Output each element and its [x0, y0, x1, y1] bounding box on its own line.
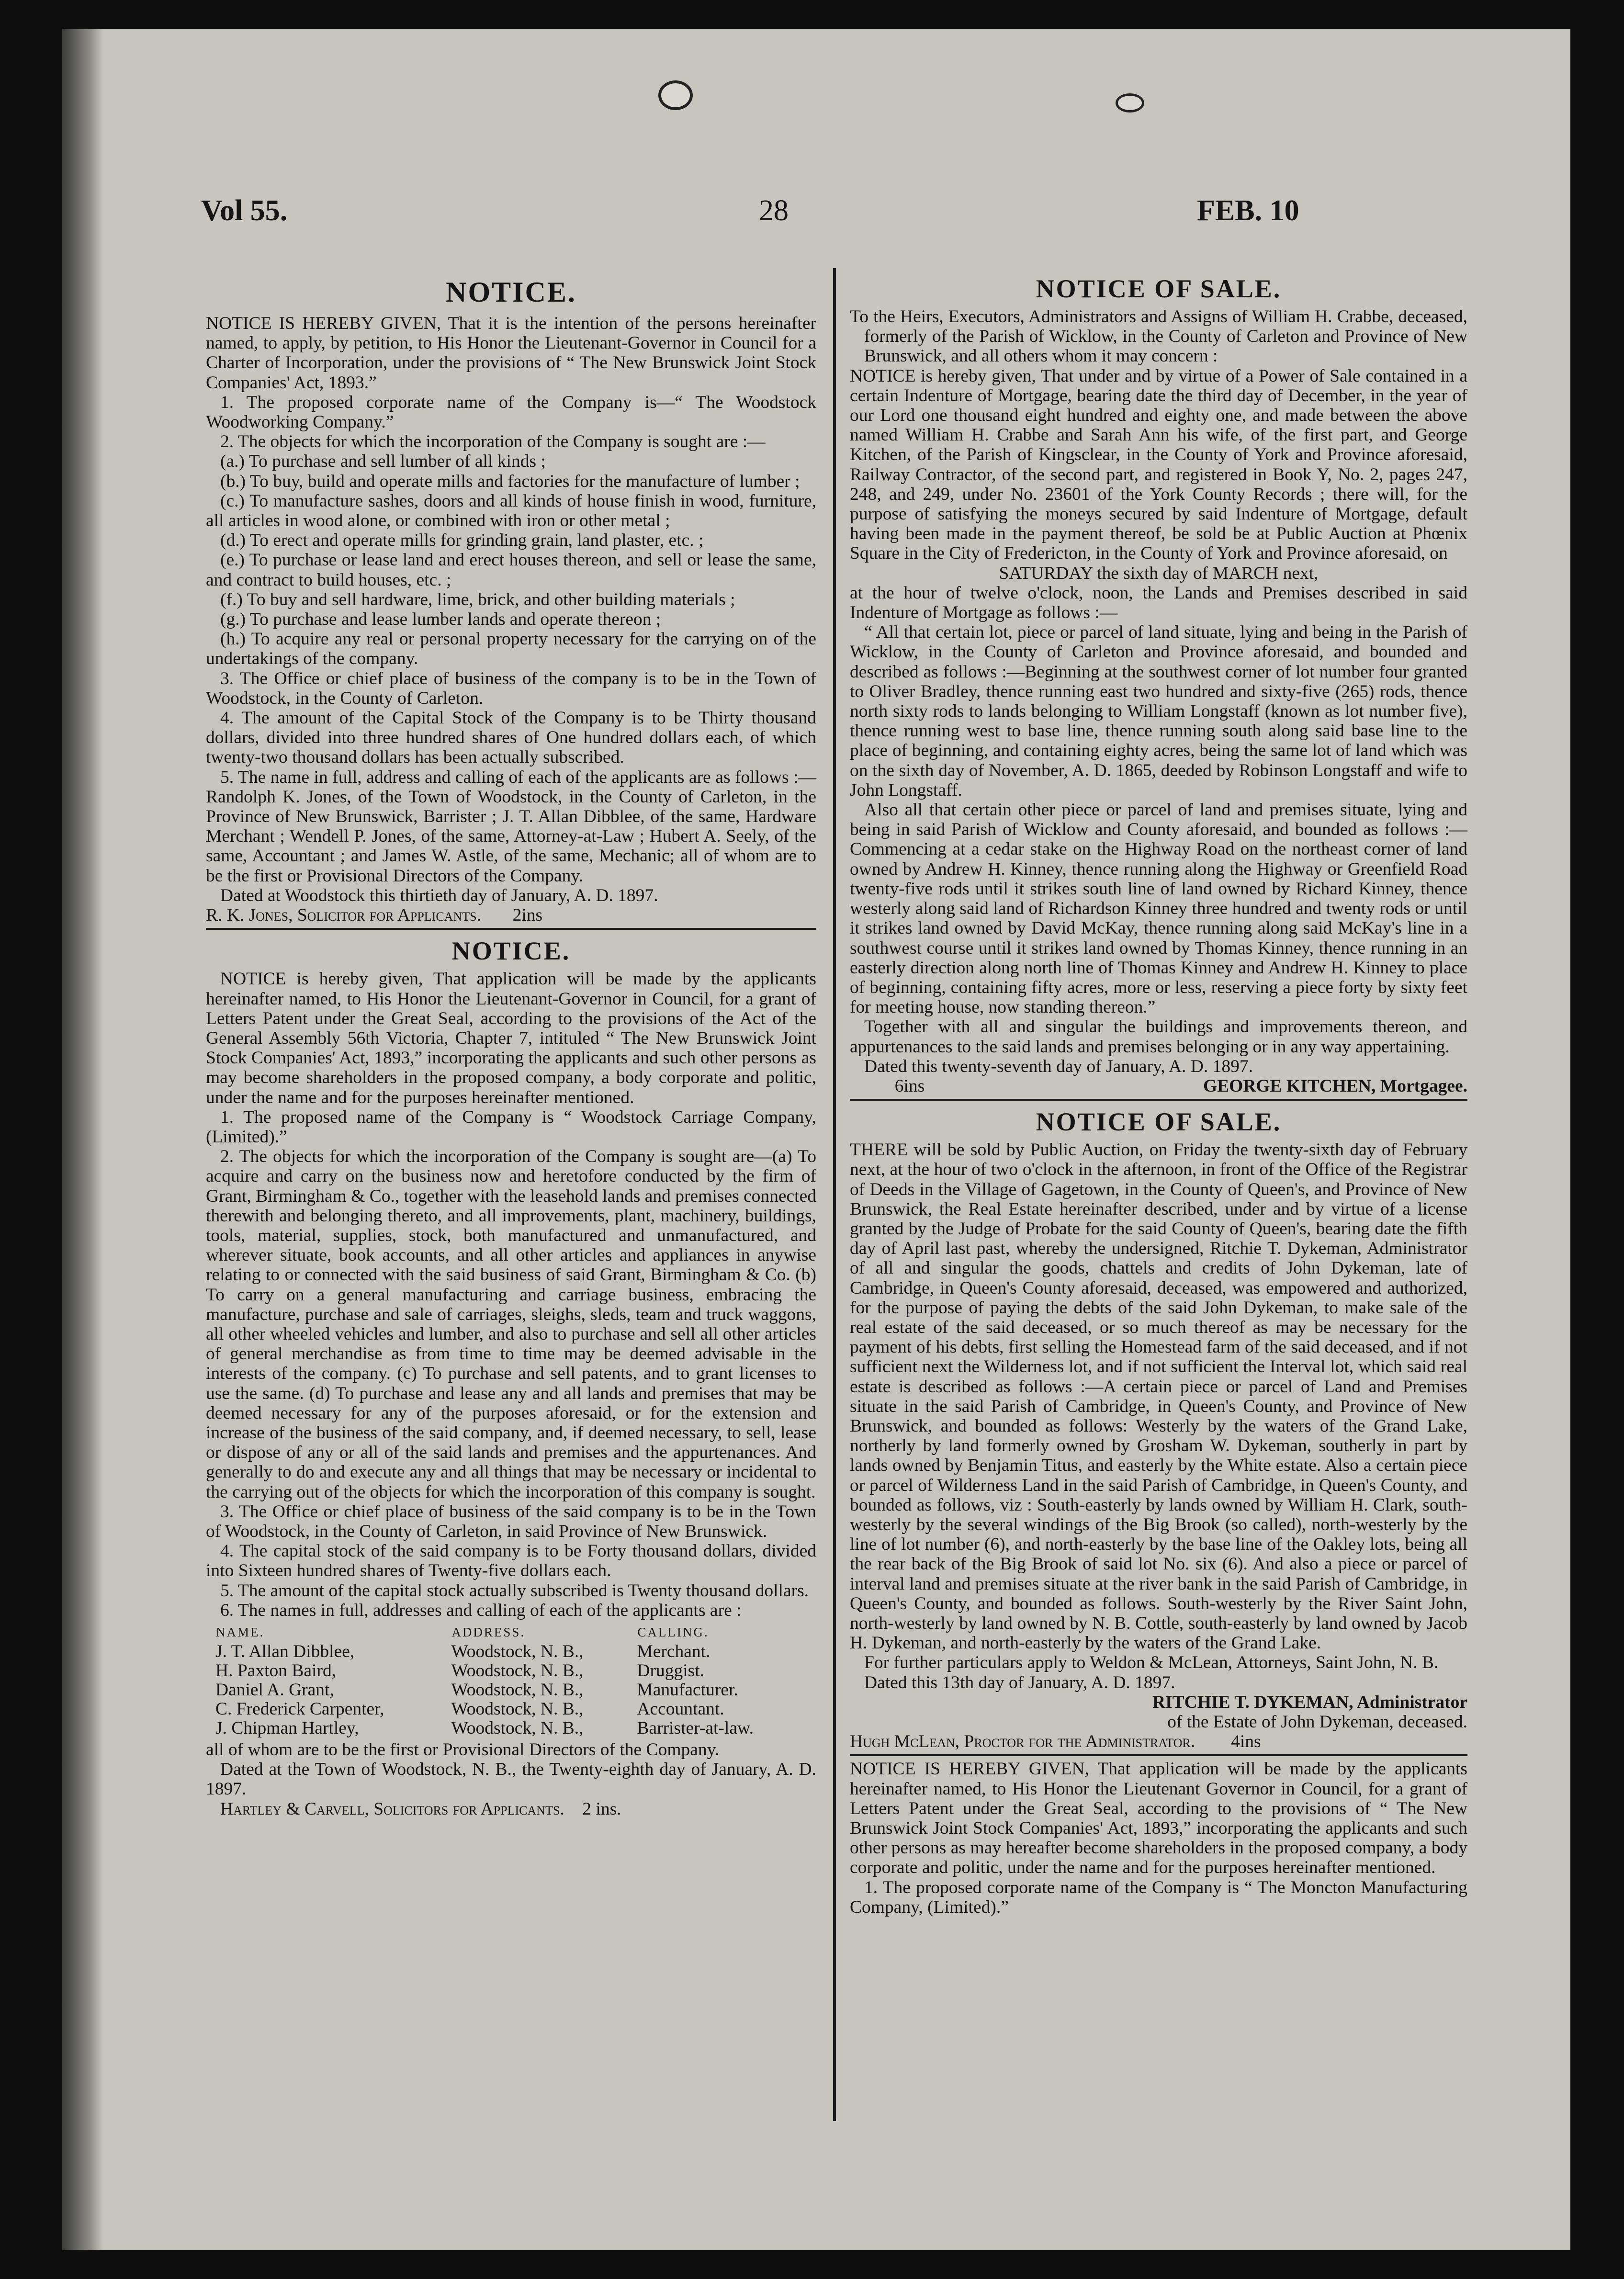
notice-paragraph: NOTICE IS HEREBY GIVEN, That it is the intention of the persons hereinafter named, to apply, by petition, to His Honor the Lieutenant-Governor in Council for a Charter of Incorporation, under the provisions of “ The New Brunswick Joint Stock Companies' Act, 1893.” — [206, 314, 816, 393]
table-row — [215, 1642, 801, 1661]
notice-paragraph: 5. The amount of the capital stock actually subscribed is Twenty thousand dollars. — [220, 1580, 809, 1601]
object-item: (d.) To erect and operate mills for grinding grain, land plaster, etc. ; — [220, 530, 704, 551]
applicant-calling: Barrister-at-law. — [637, 1718, 754, 1738]
notice-paragraph: all of whom are to be the first or Provisional Directors of the Company. — [206, 1740, 720, 1760]
column-header: NAME. — [216, 1625, 265, 1639]
signature-line — [850, 1076, 1467, 1096]
notice-paragraph: 5. The name in full, address and calling of each of the applicants are as follows :—Randolph K. Jones, of the Town of Woodstock, in the County of Carleton, in the Province of New Brunswick, Barrister ; J. T. Allan Dibblee, of the same, Hardware Merchant ; Wendell P. Jones, of the same, Attorney-at-Law ; Hubert A. Seely, of the same, Accountant ; and James W. Astle, of the same, Mechanic; all of whom are to be the first or Provisional Directors of the Company. — [206, 767, 816, 886]
notice-paragraph: at the hour of twelve o'clock, noon, the Lands and Premises described in said Indenture of Mortgage as follows :— — [850, 583, 1467, 623]
notice-paragraph: NOTICE is hereby given, That application will be made by the applicants hereinafter named, to His Honor the Lieutenant-Governor in Council, for a grant of Letters Patent under the Great Seal, according to the provisions of the Act of the General Assembly 56th Victoria, Chapter 7, intituled “ The New Brunswick Joint Stock Companies' Act, 1893,” incorporating the applicants and such other persons as may become shareholders in the proposed company, a body corporate and politic, under the name and for the purposes hereinafter mentioned. — [206, 969, 816, 1107]
binding-hole-mark — [1116, 93, 1144, 113]
notice-paragraph: 2. The objects for which the incorporation of the Company is sought are—(a) To acquire and carry on the business now and heretofore conducted by the firm of Grant, Birmingham & Co., together with the leasehold lands and premises connected therewith and belonging thereto, and all improvements, plant, machinery, buildings, tools, material, supplies, stock, both manufactured and unmanufactured, and wherever situate, book accounts, and all other articles and appliances in anywise relating to or connected with the said business of said Grant, Birmingham & Co. (b) To carry on a general manufacturing and carriage business, embracing the manufacture, purchase and sale of carriages, sleighs, sleds, team and truck waggons, all other wheeled vehicles and lumber, and also to purchase and sell all other articles of general merchandise as from time to time may be deemed advisable in the interests of the company. (c) To purchase and sell patents, and to grant licenses to use the same. (d) To purchase and lease any and all lands and premises that may be deemed necessary for any of the purposes aforesaid, or for the extension and increase of the business of the said company, and, if deemed necessary, to sell, lease or dispose of any or all of the said lands and premises and the appurtenances. And generally to do and execute any and all things that may be necessary or incidental to the carrying out of the objects for which the incorporation of this company is sought. — [206, 1147, 816, 1502]
proctor-name: Hugh McLean, Proctor for the Administrator. — [850, 1732, 1195, 1752]
notice-paragraph: 3. The Office or chief place of business of the said company is to be in the Town of Woodstock, in the County of Carleton, in said Province of New Brunswick. — [206, 1501, 816, 1541]
notice-heading: NOTICE OF SALE. — [1036, 1107, 1282, 1137]
dated-line: Dated at the Town of Woodstock, N. B., the Twenty-eighth day of January, A. D. 1897. — [206, 1760, 816, 1799]
object-item: (g.) To purchase and lease lumber lands and operate thereon ; — [220, 609, 661, 630]
insertions-count: 2 ins. — [582, 1799, 621, 1819]
notice-paragraph: 4. The capital stock of the said company is to be Forty thousand dollars, divided into Sixteen hundred shares of Twenty-five dollars each. — [206, 1541, 816, 1581]
page-number: 28 — [759, 194, 789, 227]
signature-line — [206, 1799, 816, 1819]
column-header: ADDRESS. — [451, 1625, 526, 1639]
applicant-address: Woodstock, N. B., — [451, 1680, 584, 1700]
insertions-count: 6ins — [894, 1076, 925, 1096]
notice-paragraph: 6. The names in full, addresses and calling of each of the applicants are : — [220, 1600, 742, 1620]
object-item: (b.) To buy, build and operate mills and factories for the manufacture of lumber ; — [220, 471, 800, 491]
object-item: (h.) To acquire any real or personal property necessary for the carrying on of the undertakings of the company. — [206, 629, 816, 669]
section-rule — [206, 928, 816, 930]
binding-hole-mark — [658, 80, 693, 110]
applicants-table — [215, 1622, 801, 1738]
right-column — [850, 271, 1467, 1917]
notice-paragraph: 1. The proposed corporate name of the Company is—“ The Woodstock Woodworking Company.” — [206, 392, 816, 432]
notice-paragraph: 1. The proposed name of the Company is “ Woodstock Carriage Company, (Limited).” — [206, 1107, 816, 1147]
object-item: (c.) To manufacture sashes, doors and all kinds of house finish in wood, furniture, all articles in wood alone, or combined with iron or other metal ; — [206, 491, 816, 531]
sale-day: SATURDAY the sixth day of MARCH next, — [999, 563, 1319, 583]
notice-paragraph: 2. The objects for which the incorporation of the Company is sought are :— — [220, 432, 766, 452]
table-row — [215, 1681, 801, 1700]
notice-paragraph: For further particulars apply to Weldon & McLean, Attorneys, Saint John, N. B. — [864, 1653, 1439, 1673]
table-row — [215, 1700, 801, 1719]
applicant-address: Woodstock, N. B., — [451, 1699, 584, 1719]
object-item: (a.) To purchase and sell lumber of all kinds ; — [220, 451, 546, 472]
applicant-address: Woodstock, N. B., — [451, 1718, 584, 1738]
mortgagee-signature: GEORGE KITCHEN, Mortgagee. — [1203, 1076, 1467, 1096]
section-rule — [850, 1754, 1467, 1756]
notice-paragraph: 3. The Office or chief place of business of the company is to be in the Town of Woodstock, in the County of Carleton. — [206, 668, 816, 708]
administrator-signature: RITCHIE T. DYKEMAN, Administrator — [1152, 1692, 1467, 1712]
applicant-address: Woodstock, N. B., — [451, 1661, 584, 1681]
notice-paragraph: “ All that certain lot, piece or parcel of land situate, lying and being in the Parish of Wicklow, in the County of Carleton and Province aforesaid, and bounded and described as follows :—Beginning at the southwest corner of lot number four granted to Oliver Bradley, thence running east two hundred and sixty-five (265) rods, thence north sixty rods to lands belonging to William Longstaff (known as lot number five), thence running west to base line, thence running south along said base line to the place of beginning, and containing eighty acres, being the same lot of land which was on the sixth day of November, A. D. 1865, deeded by Robinson Longstaff and wife to John Longstaff. — [850, 622, 1467, 800]
insertions-count: 4ins — [1231, 1732, 1261, 1752]
issue-date: FEB. 10 — [1197, 194, 1299, 227]
applicant-name: Daniel A. Grant, — [215, 1680, 334, 1700]
table-row — [215, 1719, 801, 1738]
proctor-line — [850, 1732, 1467, 1751]
notice-heading: NOTICE OF SALE. — [1036, 274, 1282, 303]
notice-paragraph: NOTICE is hereby given, That under and by virtue of a Power of Sale contained in a certain Indenture of Mortgage, bearing date the third day of December, in the year of our Lord one thousand eight hundred and eighty one, and made between the above named William H. Crabbe and Sarah Ann his wife, of the first part, and George Kitchen, of the Parish of Kingsclear, in the County of York and Province aforesaid, Railway Contractor, of the second part, and registered in Book Y, No. 2, pages 247, 248, and 249, under No. 23601 of the York County Records ; there will, for the purpose of satisfying the moneys secured by said Indenture of Mortgage, default having been made in the payment thereof, be sold be at Public Auction at Phœnix Square in the City of Fredericton, in the County of York and Province aforesaid, on — [850, 366, 1467, 564]
applicant-name: J. T. Allan Dibblee, — [215, 1642, 355, 1661]
dated-line: Dated at Woodstock this thirtieth day of January, A. D. 1897. — [220, 885, 658, 905]
applicant-name: C. Frederick Carpenter, — [215, 1699, 384, 1719]
table-header-row — [215, 1622, 801, 1642]
notice-heading: NOTICE. — [451, 936, 571, 966]
solicitor-name: Hartley & Carvell, Solicitors for Applicants. — [220, 1799, 564, 1819]
notice-paragraph: Also all that certain other piece or parcel of land and premises situate, lying and being in said Parish of Wicklow and County aforesaid, and bounded as follows :—Commencing at a cedar stake on the Highway Road on the northeast corner of land owned by Andrew H. Kinney, thence running along the Highway or Greenfield Road twenty-five rods until it strikes south line of land owned by Richard Kinney, thence westerly along said land of Richardson Kinney three hundred and twenty rods or until it strikes land owned by David McKay, thence running along said McKay's line in a southwest course until it strikes land owned by Thomas Kinney, thence running in an easterly direction along north line of Thomas Kinney and Andrew H. Kinney to place of beginning, containing fifty acres, more or less, reserving a piece forty by sixty feet for meeting house, now standing thereon.” — [850, 800, 1467, 1017]
administrator-title: of the Estate of John Dykeman, deceased. — [1167, 1712, 1467, 1732]
notice-paragraph: THERE will be sold by Public Auction, on Friday the twenty-sixth day of February next, at the hour of two o'clock in the afternoon, in front of the Office of the Registrar of Deeds in the Village of Gagetown, in the County of Queen's, and Province of New Brunswick, the Real Estate hereinafter described, under and by virtue of a license granted by the Judge of Probate for the said County of Queen's, bearing date the fifth day of April last past, whereby the undersigned, Ritchie T. Dykeman, Administrator of all and singular the goods, chattels and credits of John Dykeman, late of Cambridge, in Queen's County aforesaid, deceased, was empowered and authorized, for the purpose of paying the debts of the said John Dykeman, to make sale of the real estate of the said deceased, or so much thereof as may be necessary for the payment of his debts, first selling the Homestead farm of the said deceased, and if not sufficient next the Wilderness lot, and if not sufficient the Interval lot, which said real estate is described as follows :—A certain piece or parcel of Land and Premises situate in the said Parish of Cambridge, in Queen's County, and Province of New Brunswick, and bounded as follows: Westerly by the waters of the Grand Lake, northerly by land formerly owned by Grosham W. Dykeman, southerly in part by lands owned by Benjamin Titus, and easterly by the White estate. Also a certain piece or parcel of Wilderness Land in the said Parish of Cambridge, in Queen's County, and bounded as follows, viz : South-easterly by lands owned by William H. Clark, south-westerly by the several windings of the Big Brook (so called), north-westerly by the line of lot number (6), and north-easterly by the base line of the Oakley lots, being all the rear back of the Big Brook of said lot No. six (6). And also a piece or parcel of interval land and premises situate at the river bank in the said Parish of Cambridge, in Queen's County, and bounded as follows. South-westerly by the River Saint John, north-westerly by land owned by N. B. Cottle, south-easterly by land owned by Jacob H. Dykeman, and north-easterly by the waters of the Grand Lake. — [850, 1140, 1467, 1653]
volume-label: Vol 55. — [201, 194, 288, 227]
dated-line: Dated this 13th day of January, A. D. 1897. — [864, 1672, 1175, 1692]
binding-spine — [62, 29, 103, 2250]
applicant-calling: Manufacturer. — [637, 1680, 738, 1700]
table-row — [215, 1661, 801, 1681]
newspaper-page — [62, 29, 1570, 2250]
notice-paragraph: NOTICE IS HEREBY GIVEN, That application will be made by the applicants hereinafter named, to His Honor the Lieutenant Governor in Council, for a grant of Letters Patent under the Great Seal, according to the provisions of “ The New Brunswick Joint Stock Companies' Act, 1893,” incorporating the applicants and such other persons as may hereafter become shareholders in the proposed company, a body corporate and politic, under the name and for the purposes hereinafter mentioned. — [850, 1759, 1467, 1878]
notice-paragraph: 4. The amount of the Capital Stock of the Company is to be Thirty thousand dollars, divided into three hundred shares of One hundred dollars each, of which twenty-two thousand dollars has been actually subscribed. — [206, 708, 816, 767]
notice-paragraph: 1. The proposed corporate name of the Company is “ The Moncton Manufacturing Company, (Limited).” — [850, 1877, 1467, 1917]
notice-paragraph: Together with all and singular the buildings and improvements thereon, and appurtenances to the said lands and premises belonging or in any way appertaining. — [850, 1017, 1467, 1057]
column-header: CALLING. — [637, 1625, 709, 1639]
applicant-name: J. Chipman Hartley, — [215, 1718, 359, 1738]
dated-line: Dated this twenty-seventh day of January, A. D. 1897. — [864, 1056, 1253, 1076]
applicant-calling: Accountant. — [637, 1699, 724, 1719]
applicant-calling: Merchant. — [637, 1642, 710, 1661]
object-item: (e.) To purchase or lease land and erect houses thereon, and sell or lease the same, and contract to build houses, etc. ; — [206, 550, 816, 590]
applicant-calling: Druggist. — [637, 1661, 705, 1681]
address-paragraph: To the Heirs, Executors, Administrators and Assigns of William H. Crabbe, deceased, formerly of the Parish of Wicklow, in the County of Carleton and Province of New Brunswick, and all others whom it may concern : — [850, 307, 1467, 366]
section-rule — [850, 1099, 1467, 1101]
column-divider — [833, 268, 836, 2121]
object-item: (f.) To buy and sell hardware, lime, brick, and other building materials ; — [220, 589, 735, 609]
signature-line — [206, 905, 816, 925]
notice-heading: NOTICE. — [446, 276, 576, 308]
solicitor-name: R. K. Jones, Solicitor for Applicants. — [206, 905, 481, 925]
left-column — [206, 271, 816, 1819]
applicant-address: Woodstock, N. B., — [451, 1642, 584, 1661]
insertions-count: 2ins — [512, 905, 543, 925]
applicant-name: H. Paxton Baird, — [215, 1661, 337, 1681]
